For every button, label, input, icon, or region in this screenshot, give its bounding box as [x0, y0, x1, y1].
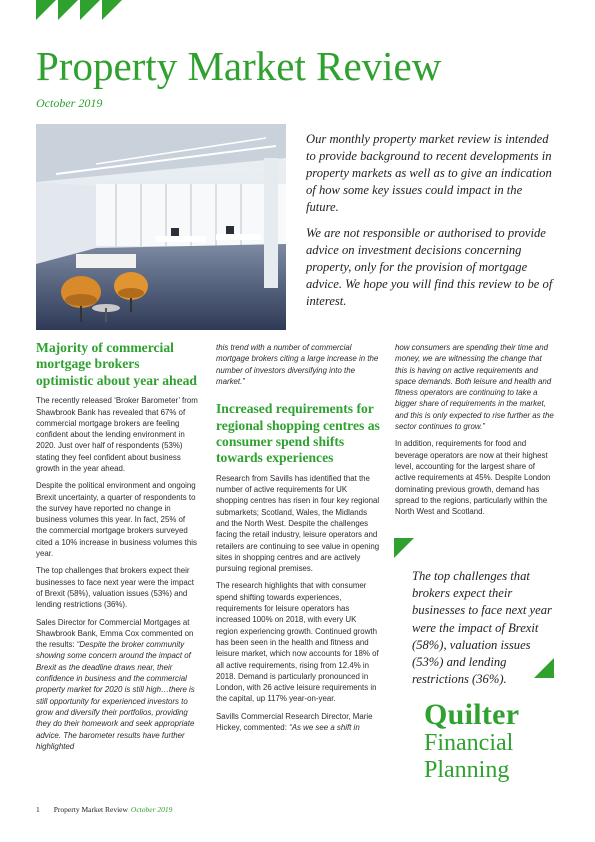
- footer-publication-name: Property Market Review: [53, 805, 128, 814]
- pull-quote: The top challenges that brokers expect their businesses to face next year were the impact of Brexit (58%), valuation issues (53%) and lending restrictions (36%).: [412, 569, 552, 687]
- logo-line-3: Planning: [424, 757, 510, 783]
- decor-triangle: [80, 0, 100, 20]
- paragraph-with-quote: [36, 617, 198, 753]
- quilter-logo: [424, 700, 564, 784]
- paragraph-with-quote: [216, 711, 380, 734]
- intro-text: [306, 131, 554, 319]
- paragraph: The research highlights that with consumer spend shifting towards experiences, requirements for leisure operators has increased 100% on 2018, with every UK region experiencing growth. Continued growth has been seen in the health and fitness and leisure market, which now accounts for 18% of all active requirements, rising from 12.4% in 2018. Demand is particularly pronounced in London, with 26 active leisure requirements in the capital, up 117% year-on-year.: [216, 581, 379, 704]
- paragraph: Research from Savills has identified that the number of active requirements for UK shopping centres has risen in four key regional submarkets; Scotland, Wales, the Midlands and the North West. Despite the challenges facing the retail industry, leisure operators and retailers are continuing to see value in opening sites in shopping centres and are actively pursuing regional premises.: [216, 473, 380, 574]
- intro-paragraph-2: We are not responsible or authorised to provide advice on investment decisions concerning property, only for the provision of mortgage advice. We hope you will find this review to be of interest.: [306, 226, 553, 308]
- decor-triangle: [58, 0, 78, 20]
- decor-triangle: [102, 0, 122, 20]
- article-column-2: [216, 342, 380, 739]
- quote-text: “Despite the broker community showing some concern around the impact of Brexit as the deadline draws near, their confidence in business and the commercial property market for 2020 is still high…there is still opportunity for experienced investors to grow and diversify their portfolios, providing they do their homework and seek appropriate advice. The barometer results have further highlighted: [36, 640, 195, 751]
- quote-attribution: Sales Director for Commercial Mortgages at Shawbrook Bank, Emma Cox commented on the results:: [36, 617, 194, 650]
- office-photo: [36, 124, 286, 330]
- paragraph: Despite the political environment and ongoing Brexit uncertainty, a quarter of respondents to the survey have reported no change in business volumes this year. In fact, 25% of the commercial mortgage brokers surveyed cited a 10% increase in business volumes this year.: [36, 481, 197, 559]
- header-decoration: [36, 0, 124, 20]
- quote-continuation: how consumers are spending their time and money, we are witnessing the change that this is having on active requirements and space demands. Both leisure and health and fitness operators are continuing to take a bigger share of requirements in the market, and this is only expected to rise further as the sector continues to grow.”: [395, 343, 554, 432]
- issue-date: October 2019: [36, 96, 103, 110]
- paragraph: The recently released ‘Broker Barometer’ from Shawbrook Bank has revealed that 67% of commercial mortgage brokers are feeling confident about the lending environment in 2020. Just over half of respondents (53%) stating they feel confident about business growth in the year ahead.: [36, 396, 198, 473]
- article-heading-brokers: Majority of commercial mortgage brokers optimistic about year ahead: [36, 340, 197, 388]
- intro-paragraph-1: Our monthly property market review is intended to provide background to recent developments in property markets as well as to give an indication of how some key issues could impact in the future.: [306, 132, 552, 214]
- quote-corner-bottom: [534, 658, 554, 678]
- footer-date: October 2019: [130, 805, 173, 814]
- page-number: 1: [36, 805, 40, 814]
- decor-triangle: [36, 0, 56, 20]
- article-column-3: [395, 342, 555, 523]
- paragraph: The top challenges that brokers expect their businesses to face next year were the impact of Brexit (58%), valuation issues (53%) and lending restrictions (36%).: [36, 566, 194, 610]
- quote-corner-top: [394, 538, 414, 558]
- paragraph: In addition, requirements for food and beverage operators are now at their highest level, accounting for the largest share of active requirements at 45%. Despite London dominating previous growth, demand has spread to the regions, particularly within the North West and Scotland.: [395, 439, 551, 517]
- page-footer: [36, 805, 172, 814]
- article-heading-shopping-centres: Increased requirements for regional shopping centres as consumer spend shifts towards experiences: [216, 401, 380, 466]
- quote-attribution: Savills Commercial Research Director, Marie Hickey, commented:: [216, 711, 373, 733]
- quote-continuation: this trend with a number of commercial mortgage brokers citing a large increase in the number of investors diversifying into the market.”: [216, 343, 379, 386]
- logo-line-2: Financial: [424, 730, 514, 756]
- logo-line-1: Quilter: [424, 698, 520, 731]
- page-title: Property Market Review: [36, 43, 442, 89]
- article-column-1: [36, 340, 198, 758]
- quote-text: “As we see a shift in: [289, 723, 360, 733]
